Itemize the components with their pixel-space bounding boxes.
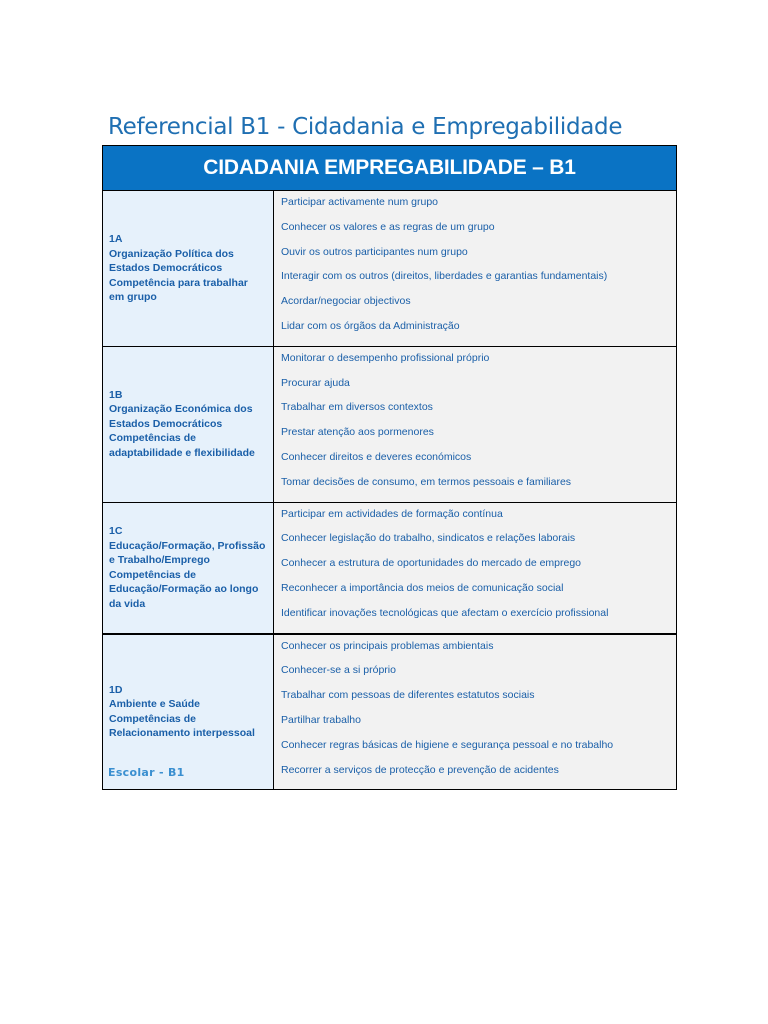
list-item: Interagir com os outros (direitos, liberdades e garantias fundamentais) xyxy=(281,270,608,283)
list-item: Participar activamente num grupo xyxy=(281,196,438,208)
list-item: Monitorar o desempenho profissional próprio xyxy=(281,351,490,364)
section-label-line: Relacionamento interpessoal xyxy=(109,727,255,740)
list-item: Conhecer regras básicas de higiene e segurança pessoal e no trabalho xyxy=(281,738,614,751)
section-label-line: Educação/Formação ao longo xyxy=(109,583,259,596)
document-title: Referencial B1 - Cidadania e Empregabilidade xyxy=(108,114,623,140)
section-items xyxy=(274,191,676,346)
section-code: 1A xyxy=(109,233,123,246)
list-item: Acordar/negociar objectivos xyxy=(281,295,411,308)
section-label-line: e Trabalho/Emprego xyxy=(109,554,210,567)
competency-table xyxy=(102,145,677,790)
section-label-line: Estados Democráticos xyxy=(109,262,223,275)
section-code: 1D xyxy=(109,683,123,696)
section-code: 1C xyxy=(109,525,123,538)
footer-label: Escolar - B1 xyxy=(108,766,185,779)
list-item: Lidar com os órgãos da Administração xyxy=(281,319,460,332)
section-label-line: Competências de xyxy=(109,568,196,581)
section-label xyxy=(103,191,274,346)
section-label-line: Competência para trabalhar xyxy=(109,276,248,289)
section-1a xyxy=(103,191,676,347)
section-label-line: Estados Democráticos xyxy=(109,417,223,430)
section-label-line: Ambiente e Saúde xyxy=(109,698,201,711)
list-item: Recorrer a serviços de protecção e prevenção de acidentes xyxy=(281,763,559,776)
list-item: Conhecer os valores e as regras de um grupo xyxy=(281,220,495,233)
list-item: Ouvir os outros participantes num grupo xyxy=(281,245,468,258)
section-label-line: Organização Económica dos xyxy=(109,403,253,416)
section-label xyxy=(103,503,274,633)
section-code: 1B xyxy=(109,388,123,401)
table-header: CIDADANIA EMPREGABILIDADE – B1 xyxy=(103,146,676,191)
section-label xyxy=(103,347,274,502)
list-item: Conhecer os principais problemas ambientais xyxy=(281,639,494,652)
list-item: Partilhar trabalho xyxy=(281,713,361,726)
list-item: Reconhecer a importância dos meios de comunicação social xyxy=(281,581,564,594)
section-1c xyxy=(103,503,676,635)
section-1b xyxy=(103,347,676,503)
list-item: Trabalhar com pessoas de diferentes estatutos sociais xyxy=(281,689,535,702)
list-item: Procurar ajuda xyxy=(281,376,350,389)
section-label-line: Competências de xyxy=(109,712,196,725)
list-item: Participar em actividades de formação contínua xyxy=(281,507,503,520)
section-label-line: da vida xyxy=(109,597,146,610)
list-item: Conhecer legislação do trabalho, sindicatos e relações laborais xyxy=(281,532,576,545)
section-label-line: adaptabilidade e flexibilidade xyxy=(109,446,255,459)
section-items xyxy=(274,347,676,502)
list-item: Identificar inovações tecnológicas que afectam o exercício profissional xyxy=(281,606,609,619)
list-item: Conhecer direitos e deveres económicos xyxy=(281,450,472,463)
section-1d xyxy=(103,635,676,790)
section-items xyxy=(274,635,676,790)
list-item: Trabalhar em diversos contextos xyxy=(281,401,433,414)
list-item: Tomar decisões de consumo, em termos pessoais e familiares xyxy=(281,475,572,488)
section-items xyxy=(274,503,676,633)
list-item: Conhecer-se a si próprio xyxy=(281,664,396,677)
section-label-line: Competências de xyxy=(109,432,196,445)
section-label-line: Educação/Formação, Profissão xyxy=(109,539,266,552)
section-label-line: Organização Política dos xyxy=(109,247,234,260)
list-item: Conhecer a estrutura de oportunidades do mercado de emprego xyxy=(281,557,582,570)
section-label-line: em grupo xyxy=(109,291,157,304)
list-item: Prestar atenção aos pormenores xyxy=(281,426,434,439)
